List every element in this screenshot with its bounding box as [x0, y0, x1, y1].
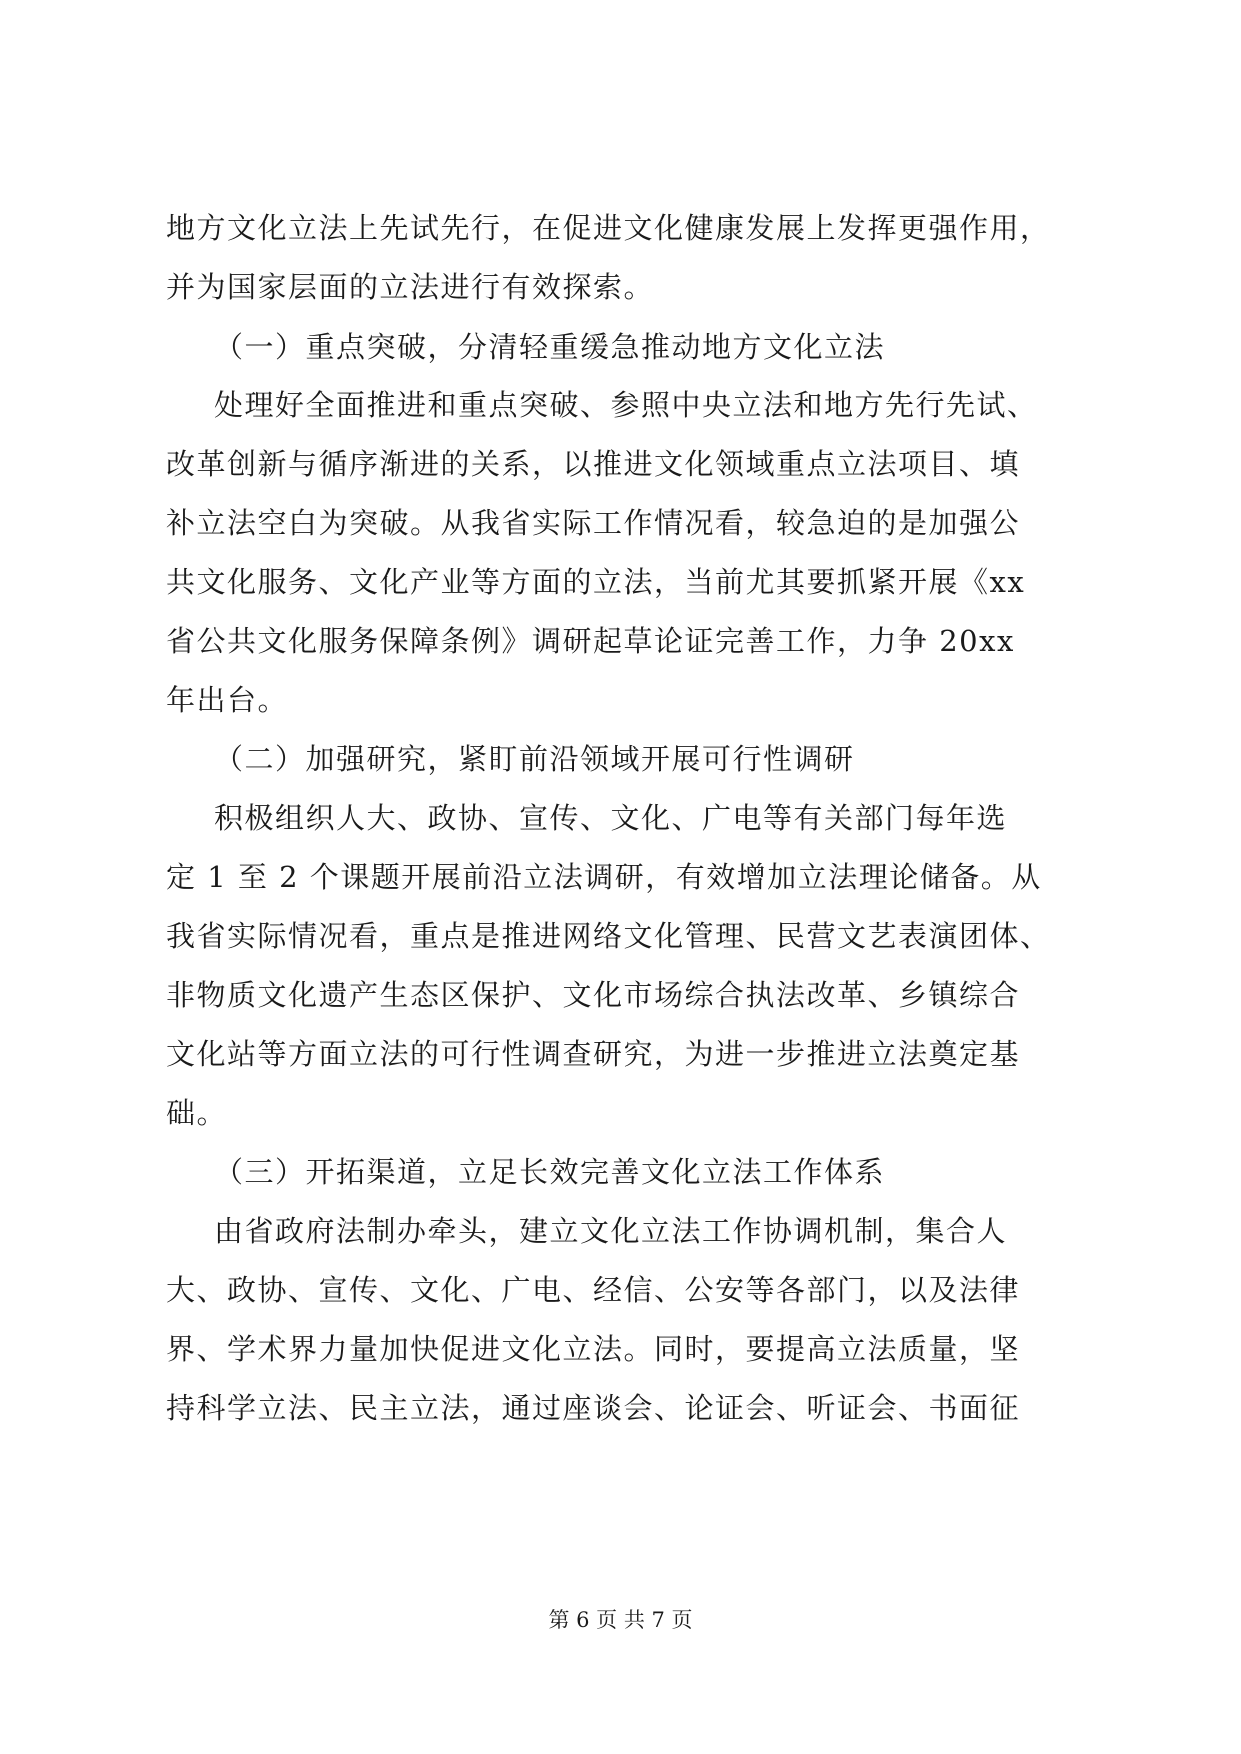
- body-line: 地方文化立法上先试先行，在促进文化健康发展上发挥更强作用，: [166, 211, 1051, 245]
- body-line: 补立法空白为突破。从我省实际工作情况看，较急迫的是加强公: [166, 506, 1021, 540]
- body-line: 共文化服务、文化产业等方面的立法，当前尤其要抓紧开展《xx: [166, 565, 1026, 599]
- body-line: 定 1 至 2 个课题开展前沿立法调研，有效增加立法理论储备。从: [166, 860, 1042, 894]
- body-line: 础。: [166, 1096, 228, 1130]
- body-line: 处理好全面推进和重点突破、参照中央立法和地方先行先试、: [214, 388, 1038, 422]
- body-line: 大、政协、宣传、文化、广电、经信、公安等各部门，以及法律: [166, 1273, 1021, 1307]
- body-line: 界、学术界力量加快促进文化立法。同时，要提高立法质量，坚: [166, 1332, 1021, 1366]
- body-line: 文化站等方面立法的可行性调查研究，为进一步推进立法奠定基: [166, 1037, 1021, 1071]
- page-number-footer: 第 6 页 共 7 页: [548, 1608, 693, 1632]
- body-line: 非物质文化遗产生态区保护、文化市场综合执法改革、乡镇综合: [166, 978, 1021, 1012]
- section-heading-3: （三）开拓渠道，立足长效完善文化立法工作体系: [214, 1155, 886, 1189]
- body-line: 积极组织人大、政协、宣传、文化、广电等有关部门每年选: [214, 801, 1008, 835]
- body-line: 持科学立法、民主立法，通过座谈会、论证会、听证会、书面征: [166, 1391, 1021, 1425]
- body-line: 我省实际情况看，重点是推进网络文化管理、民营文艺表演团体、: [166, 919, 1051, 953]
- body-line: 省公共文化服务保障条例》调研起草论证完善工作，力争 20xx: [166, 624, 1015, 658]
- section-heading-1: （一）重点突破，分清轻重缓急推动地方文化立法: [214, 330, 886, 364]
- body-line: 改革创新与循序渐进的关系，以推进文化领域重点立法项目、填: [166, 447, 1021, 481]
- body-line: 由省政府法制办牵头，建立文化立法工作协调机制，集合人: [214, 1214, 1008, 1248]
- section-heading-2: （二）加强研究，紧盯前沿领域开展可行性调研: [214, 742, 855, 776]
- body-line: 年出台。: [166, 683, 289, 717]
- body-line: 并为国家层面的立法进行有效探索。: [166, 270, 655, 304]
